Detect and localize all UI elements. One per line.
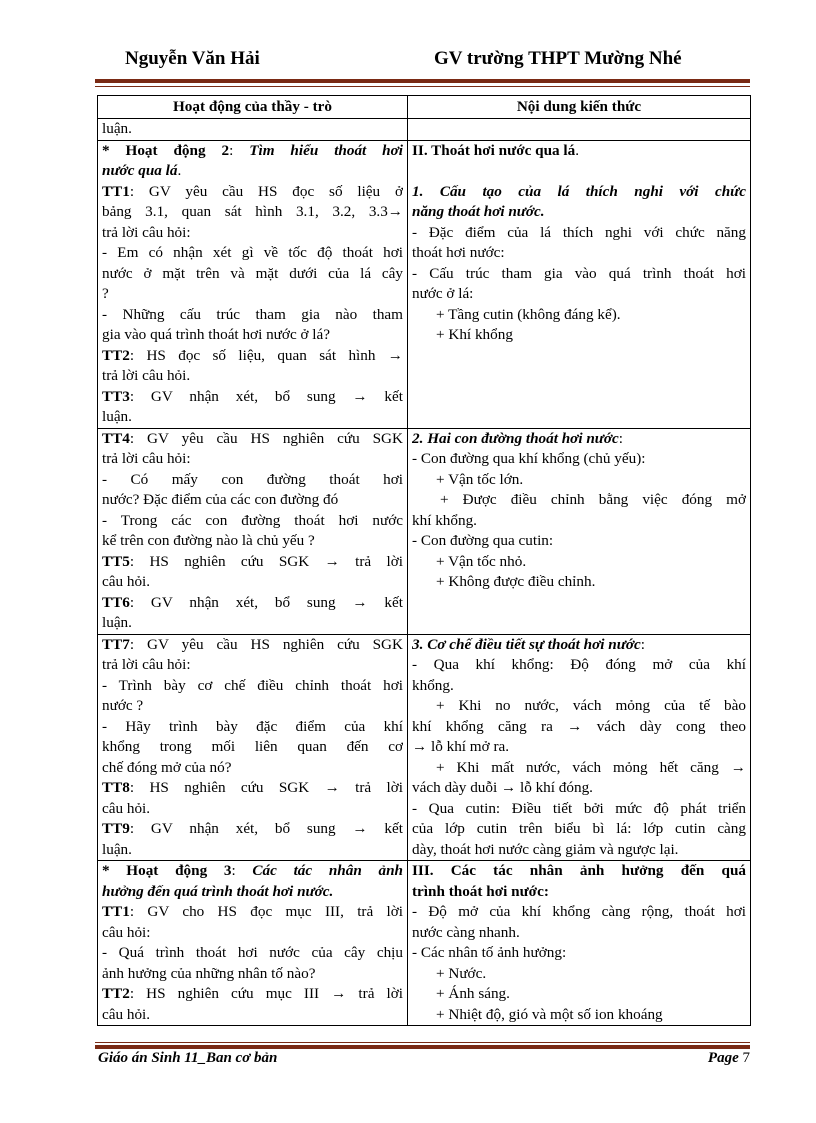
cell-activities	[98, 119, 408, 141]
text-line: - Hãy trình bày đặc điểm của khí	[102, 717, 403, 735]
text-line: + Được điều chỉnh bằng việc đóng mở	[440, 491, 746, 508]
text-line: ?	[102, 285, 109, 302]
text-line: TT2: HS đọc số liệu, quan sát hình →	[102, 346, 403, 364]
cell-activities	[98, 140, 408, 428]
text-line: khí khổng.	[412, 511, 477, 529]
text-line: 3. Cơ chế điều tiết sự thoát hơi nước:	[412, 635, 645, 653]
footer-rule-thin	[95, 1042, 750, 1043]
text-line	[412, 161, 746, 182]
text-line: + Vận tốc nhỏ.	[436, 552, 527, 570]
text-line: nước ?	[102, 697, 144, 714]
table-row	[98, 119, 751, 141]
text-line: + Ánh sáng.	[436, 985, 510, 1002]
text-line: trả lời câu hỏi.	[102, 367, 191, 384]
text-line: TT4: GV yêu cầu HS nghiên cứu SGK	[102, 429, 403, 447]
text-line: + Không được điều chỉnh.	[436, 573, 596, 590]
text-line: - Những cấu trúc tham gia nào tham	[102, 305, 403, 323]
text-line: luận.	[102, 120, 132, 137]
header-rule-thick	[95, 79, 750, 83]
text-line: - Con đường qua cutin:	[412, 532, 554, 549]
text-line: năng thoát hơi nước.	[412, 203, 545, 220]
text-line: + Nhiệt độ, gió và một số ion khoáng	[436, 1005, 663, 1023]
text-line: của lớp cutin trên biểu bì lá: lớp cutin càng	[412, 820, 746, 837]
footer-page	[708, 1050, 750, 1067]
page-number: 7	[742, 1050, 750, 1066]
text-line: - Trong các con đường thoát hơi nước	[102, 511, 403, 529]
table-row	[98, 634, 751, 861]
text-line: nước ở lá:	[412, 285, 474, 302]
cell-content	[408, 428, 751, 634]
text-line: vách dày duỗi → lỗ khí đóng.	[412, 779, 593, 796]
text-line: dày, thoát hơi nước càng giảm và ngược lại.	[412, 840, 679, 858]
text-line: 1. Cấu tạo của lá thích nghi với chức	[412, 182, 746, 200]
text-line: câu hỏi.	[102, 1005, 151, 1023]
cell-content	[408, 119, 751, 141]
table-header-row	[98, 96, 751, 119]
page-label: Page	[707, 1050, 739, 1066]
footer-rule-thick	[95, 1045, 750, 1049]
text-line: trả lời câu hỏi:	[102, 450, 191, 467]
text-line: trả lời câu hỏi:	[102, 223, 191, 241]
table-row	[98, 861, 751, 1026]
cell-activities	[98, 634, 408, 861]
text-line: - Có mấy con đường thoát hơi	[102, 470, 403, 488]
text-line: kể trên con đường nào là chủ yếu ?	[102, 532, 315, 549]
header-school: GV trường THPT Mường Nhé	[434, 48, 682, 69]
text-line: luận.	[102, 840, 132, 858]
text-line: - Độ mở của khí khổng càng rộng, thoát hơi	[412, 903, 746, 920]
text-line: - Con đường qua khí khổng (chủ yếu):	[412, 450, 646, 467]
text-line: + Vận tốc lớn.	[436, 470, 524, 488]
text-line: nước càng nhanh.	[412, 923, 520, 941]
text-line: TT8: HS nghiên cứu SGK → trả lời	[102, 779, 403, 796]
col-header-content: Nội dung kiến thức	[408, 96, 751, 119]
text-line: + Khi mất nước, vách mỏng hết căng →	[436, 758, 746, 776]
text-line: TT3: GV nhận xét, bổ sung → kết	[102, 387, 403, 405]
text-line: - Trình bày cơ chế điều chỉnh thoát hơi	[102, 676, 403, 694]
text-line: câu hỏi.	[102, 799, 151, 817]
text-line: → lỗ khí mở ra.	[412, 738, 510, 755]
text-line: - Cấu trúc tham gia vào quá trình thoát hơi	[412, 264, 746, 282]
text-line: khổng.	[412, 676, 454, 694]
lesson-table	[97, 95, 751, 1026]
text-line: bảng 3.1, quan sát hình 3.1, 3.2, 3.3→	[102, 203, 403, 220]
text-line: trình thoát hơi nước:	[412, 882, 549, 900]
text-line: câu hỏi.	[102, 573, 151, 590]
text-line: câu hỏi:	[102, 923, 151, 941]
text-line: - Đặc điểm của lá thích nghi với chức năng	[412, 223, 746, 241]
text-line: TT1: GV yêu cầu HS đọc số liệu ở	[102, 182, 403, 200]
cell-activities	[98, 428, 408, 634]
header-rule-thin	[95, 86, 750, 87]
text-line: + Nước.	[436, 964, 487, 982]
col-header-activities: Hoạt động của thầy - trò	[98, 96, 408, 119]
cell-content	[408, 140, 751, 428]
text-line: - Qua cutin: Điều tiết bởi mức độ phát triển	[412, 799, 746, 817]
text-line: luận.	[102, 408, 132, 425]
text-line: + Khí khổng	[436, 326, 513, 343]
text-line: TT6: GV nhận xét, bổ sung → kết	[102, 593, 403, 611]
table-row	[98, 140, 751, 428]
cell-content	[408, 861, 751, 1026]
footer-title: Giáo án Sinh 11_Ban cơ bản	[98, 1050, 278, 1066]
header-author: Nguyễn Văn Hải	[125, 48, 260, 69]
text-line: nước qua lá.	[102, 162, 182, 179]
text-line: TT9: GV nhận xét, bổ sung → kết	[102, 820, 403, 837]
text-line: - Qua khí khổng: Độ đóng mở của khí	[412, 656, 746, 673]
text-line: khí khổng căng ra → vách dày cong theo	[412, 717, 746, 735]
text-line: TT5: HS nghiên cứu SGK → trả lời	[102, 552, 403, 570]
text-line: chế đóng mở của nó?	[102, 758, 232, 776]
table-row	[98, 428, 751, 634]
text-line: khổng trong mối liên quan đến cơ	[102, 738, 403, 755]
text-line: III. Các tác nhân ảnh hưởng đến quá	[412, 862, 746, 879]
text-line: luận.	[102, 614, 132, 631]
text-line: * Hoạt động 3: Các tác nhân ảnh	[102, 862, 403, 879]
text-line: TT7: GV yêu cầu HS nghiên cứu SGK	[102, 635, 403, 653]
text-line: - Các nhân tố ảnh hưởng:	[412, 944, 567, 961]
text-line: hưởng đến quá trình thoát hơi nước.	[102, 882, 334, 900]
text-line: nước? Đặc điểm của các con đường đó	[102, 491, 339, 508]
cell-content	[408, 634, 751, 861]
text-line: trả lời câu hỏi:	[102, 656, 191, 673]
text-line: ảnh hưởng của những nhân tố nào?	[102, 964, 316, 982]
text-line: 2. Hai con đường thoát hơi nước:	[412, 429, 624, 447]
text-line: * Hoạt động 2: Tìm hiểu thoát hơi	[102, 141, 403, 159]
text-line: + Khi no nước, vách mỏng của tế bào	[436, 697, 746, 714]
text-line: TT1: GV cho HS đọc mục III, trả lời	[102, 903, 403, 920]
text-line: II. Thoát hơi nước qua lá.	[412, 141, 580, 159]
text-line: nước ở mặt trên và mặt dưới của lá cây	[102, 264, 403, 282]
text-line: - Quá trình thoát hơi nước của cây chịu	[102, 944, 403, 961]
text-line: TT2: HS nghiên cứu mục III → trả lời	[102, 985, 403, 1002]
text-line: - Em có nhận xét gì về tốc độ thoát hơi	[102, 244, 403, 261]
text-line: thoát hơi nước:	[412, 244, 505, 261]
text-line: gia vào quá trình thoát hơi nước ở lá?	[102, 326, 331, 343]
cell-activities	[98, 861, 408, 1026]
text-line: + Tầng cutin (không đáng kể).	[436, 305, 621, 323]
